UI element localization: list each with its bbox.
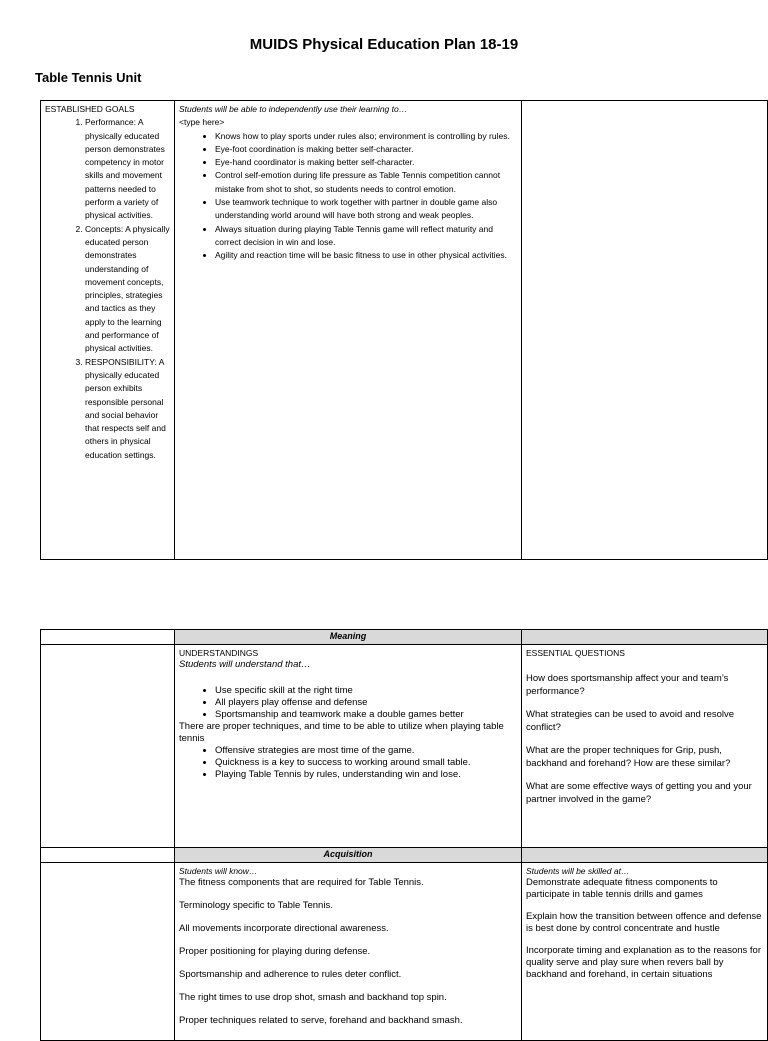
blank-cell	[41, 863, 175, 1041]
transfer-cell	[175, 101, 522, 560]
unit-title: Table Tennis Unit	[35, 70, 142, 85]
essential-question: What are some effective ways of getting you and your partner involved in the game?	[526, 781, 752, 805]
skills-cell	[522, 863, 768, 1041]
established-goals-heading: ESTABLISHED GOALS	[45, 104, 135, 114]
understandings-cell	[175, 645, 522, 848]
understanding-item: • Use specific skill at the right time	[215, 685, 517, 697]
know-item: Sportsmanship and adherence to rules deter conflict.	[179, 969, 402, 980]
empty-cell	[522, 101, 768, 560]
essential-question: What strategies can be used to avoid and resolve conflict?	[526, 709, 735, 733]
meaning-band: Meaning	[175, 630, 522, 645]
skill-item: Incorporate timing and explanation as to the reasons for quality serve and play sure when revers ball by backhand and forehand, in certain situations	[526, 945, 762, 980]
transfer-intro: Students will be able to independently use their learning to…	[179, 104, 408, 114]
know-cell	[175, 863, 522, 1041]
know-item: The fitness components that are required for Table Tennis.	[179, 877, 424, 888]
transfer-item: • Use teamwork technique to work together with partner in double game also understanding world around will have both strong and weak peoples.	[215, 196, 517, 223]
know-item: Proper techniques related to serve, forehand and backhand smash.	[179, 1015, 463, 1026]
transfer-item: • Knows how to play sports under rules also; environment is controlling by rules.	[215, 130, 517, 143]
understandings-list-2	[179, 745, 517, 781]
stage2-table	[40, 629, 768, 1041]
understanding-item: • Quickness is a key to success to working around small table.	[215, 757, 517, 769]
blank-cell	[41, 630, 175, 645]
transfer-item: • Eye-hand coordinator is making better self-character.	[215, 156, 517, 169]
understanding-item: • Offensive strategies are most time of the game.	[215, 745, 517, 757]
know-item: Proper positioning for playing during defense.	[179, 946, 371, 957]
meaning-band-right	[522, 630, 768, 645]
understandings-heading: UNDERSTANDINGS	[179, 648, 259, 658]
know-item: The right times to use drop shot, smash and backhand top spin.	[179, 992, 447, 1003]
understandings-list	[179, 685, 517, 721]
blank-cell	[41, 848, 175, 863]
understanding-item: • Sportsmanship and teamwork make a double games better	[215, 709, 517, 721]
transfer-item: • Agility and reaction time will be basic fitness to use in other physical activities.	[215, 249, 517, 262]
skill-item: Demonstrate adequate fitness components to participate in table tennis drills and games	[526, 877, 718, 900]
know-item: All movements incorporate directional awareness.	[179, 923, 389, 934]
stage1-table	[40, 100, 768, 560]
skills-intro: Students will be skilled at…	[526, 866, 630, 876]
skill-item: Explain how the transition between offence and defense is best done by control concentrate and hustle	[526, 911, 762, 934]
essential-question: What are the proper techniques for Grip, push, backhand and forehand? How are these similar?	[526, 745, 731, 769]
type-here-placeholder[interactable]: <type here>	[179, 117, 225, 128]
know-item: Terminology specific to Table Tennis.	[179, 900, 333, 911]
understanding-item: • All players play offense and defense	[215, 697, 517, 709]
transfer-item: • Control self-emotion during life pressure as Table Tennis competition cannot mistake from shot to shot, so students needs to control emotion.	[215, 169, 517, 196]
acquisition-band-right	[522, 848, 768, 863]
understanding-text: There are proper techniques, and time to be able to utilize when playing table tennis	[179, 721, 504, 744]
transfer-list	[179, 130, 517, 263]
essential-questions-cell	[522, 645, 768, 848]
essential-questions-heading: ESSENTIAL QUESTIONS	[526, 648, 625, 658]
goal-item: 3. RESPONSIBILITY: A physically educated person exhibits responsible personal and social behavior that respects self and others in physical education settings.	[85, 356, 170, 462]
transfer-item: • Eye-foot coordination is making better self-character.	[215, 143, 517, 156]
established-goals-cell	[41, 101, 175, 560]
acquisition-band: Acquisition	[175, 848, 522, 863]
blank-cell	[41, 645, 175, 848]
know-intro: Students will know…	[179, 866, 258, 876]
goal-item: 1. Performance: A physically educated person demonstrates competency in motor skills and movement patterns needed to perform a variety of physical activities.	[85, 116, 170, 222]
page-title: MUIDS Physical Education Plan 18-19	[249, 36, 519, 53]
transfer-item: • Always situation during playing Table Tennis game will reflect maturity and correct decision in win and lose.	[215, 223, 517, 250]
understandings-intro: Students will understand that…	[179, 659, 311, 670]
essential-question: How does sportsmanship affect your and team’s performance?	[526, 673, 729, 697]
goals-list	[45, 116, 170, 462]
goal-item: 2. Concepts: A physically educated person demonstrates understanding of movement concepts, principles, strategies and tactics as they apply to the learning and performance of physical activities.	[85, 223, 170, 356]
understanding-item: • Playing Table Tennis by rules, understanding win and lose.	[215, 769, 517, 781]
